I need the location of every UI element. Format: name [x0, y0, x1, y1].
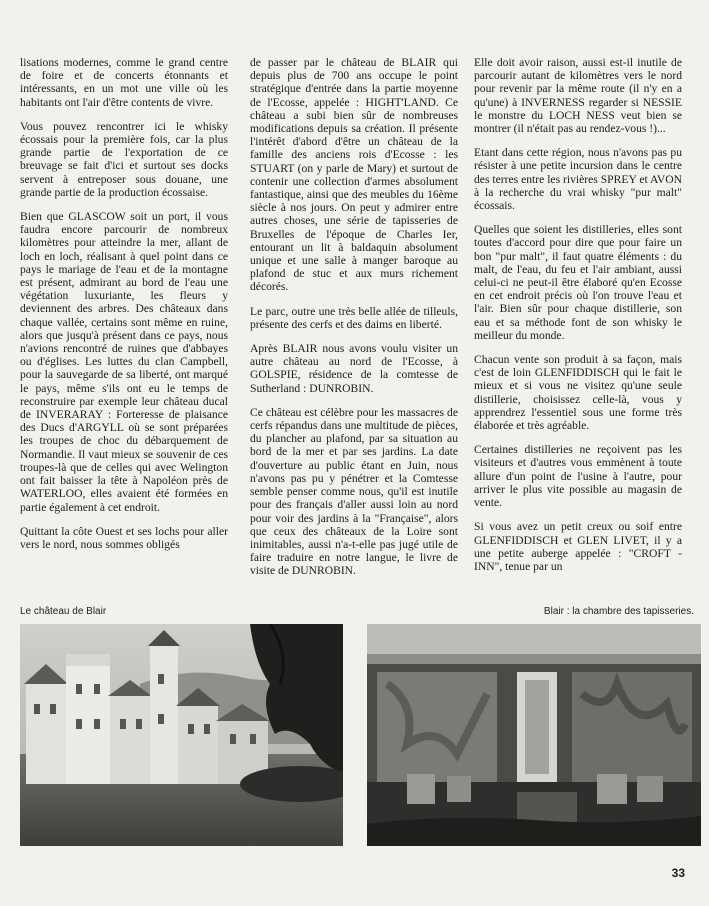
photo-caption-right: Blair : la chambre des tapisseries.: [543, 606, 694, 617]
paragraph: Vous pouvez rencontrer ici le whisky écossais pour la première fois, car la plus grande partie de l'exportation de ce breuvage se fait d'ici et surtout ses docks servent à entreposer sous douane, une grande partie de la production écossaise.: [20, 119, 228, 199]
paragraph: Elle doit avoir raison, aussi est-il inutile de parcourir autant de kilomètres vers le nord pour revenir par la même route (il n'y en a qu'une) à INVERNESS regarder si NESSIE le monstre du LOCH NESS veut bien se montrer (il n'était pas au rendez-vous !)...: [474, 56, 682, 136]
paragraph: Quelles que soient les distilleries, elles sont toutes d'accord pour dire que pour faire un bon "pur malt", il faut quatre éléments : du malt, de l'eau, du feu et l'air ambiant, aussi celui-ci ne peut-il être élaboré qu'en Ecosse en cet endroit précis où l'on trouve l'eau et l'air. Bien sûr pour chaque distillerie, son eau et sa méthode font de son whisky le meilleur du monde.: [474, 223, 682, 342]
paragraph: Etant dans cette région, nous n'avons pas pu résister à une petite incursion dans le centre des terres entre les rivières SPREY et AVON à la recherche du vrai whisky "pur malt" écossais.: [474, 146, 682, 213]
photo-blair-castle: [20, 624, 343, 846]
text-column-2: [250, 56, 458, 578]
text-column-3: [474, 56, 682, 573]
paragraph: de passer par le château de BLAIR qui depuis plus de 700 ans occupe le point stratégique d'entrée dans la partie moyenne de l'Ecosse, appelée : HIGHT'LAND. Ce château a subi bien sûr de nombreuses modifications depuis sa création. Il présente l'intérêt d'abord d'être un château de la famille des anciens rois d'Ecosse : les STUART (on y parle de Mary) et surtout de contenir une collection d'armes absolument fantastique, ainsi que des meubles du 16ème siècle à nos jours. On peut y admirer entre autres choses, une série de tapisseries de Bruxelles de l'époque de Charles Ier, entourant un lit à baldaquin absolument unique et une salle à manger baroque au plafond de stuc et aux murs richement décorés.: [250, 56, 458, 294]
paragraph: Ce château est célèbre pour les massacres de cerfs répandus dans une multitude de pièces, du plancher au plafond, par sa situation au bord de la mer et par ses jardins. La date d'ouverture au public étant en Juin, nous n'avons pas pu y pénétrer et la Comtesse semble penser comme nous, qu'il est inutile pour des français d'aller aussi loin au nord pour voir des jardins à la "Française", alors que ceux des châteaux de la Loire sont inimitables, aussi n'a-t-elle pas jugé utile de faire traduire en notre langue, le livre de visite de DUNROBIN.: [250, 405, 458, 578]
paragraph: Chacun vente son produit à sa façon, mais c'est de loin GLENFIDDISCH qui le fait le mieux et si vous ne visitez qu'une seule distillerie, choisissez celle-là, vous y apprendrez l'essentiel sous une forme très élaborée et très agréable.: [474, 353, 682, 433]
paragraph: Après BLAIR nous avons voulu visiter un autre château au nord de l'Ecosse, à GOLSPIE, résidence de la comtesse de Sutherland : DUNROBIN.: [250, 342, 458, 395]
paragraph: Si vous avez un petit creux ou soif entre GLENFIDDISCH et GLEN LIVET, il y a une petite auberge appelée : "CROFT - INN", tenue par un: [474, 520, 682, 573]
text-column-1: [20, 56, 228, 551]
photo-caption-left: Le château de Blair: [20, 606, 107, 617]
tapestry-room-illustration: [367, 624, 701, 846]
page-number: 33: [671, 866, 685, 880]
paragraph: Bien que GLASCOW soit un port, il vous faudra encore parcourir de nombreux kilomètres pour atteindre la mer, allant de loch en loch, réalisant à quel point dans ce pays le mariage de l'eau et de la montagne est présent, admirant au bord de l'eau une végétation luxuriante, les fleurs y deviennent des arbres. Des châteaux dans chaque vallée, certains sont même en ruine, alors que jusqu'à présent dans ce pays, nous n'avions rencontré de ruines que d'abbayes ou d'églises. Les luttes du clan Campbell, pour la sauvegarde de sa liberté, ont marqué le pays, même s'ils ont eu le temps de reconstruire par exemple leur château ducal de INVERARAY : Forteresse de plaisance des Ducs d'ARGYLL où se sont préparées les troupes de choc du débarquement de Normandie. Il vaut mieux se souvenir de ces troupes-là que de celles qui avec Welington ont fait baisser la tête à Napoléon près de WATERLOO, elles avaient été formées en partie également à cet endroit.: [20, 210, 228, 514]
paragraph: Le parc, outre une très belle allée de tilleuls, présente des cerfs et des daims en liberté.: [250, 304, 458, 331]
photo-tapestry-room: [367, 624, 701, 846]
castle-photo-illustration: [20, 624, 343, 846]
paragraph: lisations modernes, comme le grand centre de foire et de concerts étonnants et intéressants, en un mot une ville où les habitants ont l'air d'être contents de vivre.: [20, 56, 228, 109]
paragraph: Certaines distilleries ne reçoivent pas les visiteurs et d'autres vous emmènent à toute allure d'un point de l'usine à l'autre, pour arriver le plus vite possible au magasin de vente.: [474, 443, 682, 510]
paragraph: Quittant la côte Ouest et ses lochs pour aller vers le nord, nous sommes obligés: [20, 524, 228, 551]
